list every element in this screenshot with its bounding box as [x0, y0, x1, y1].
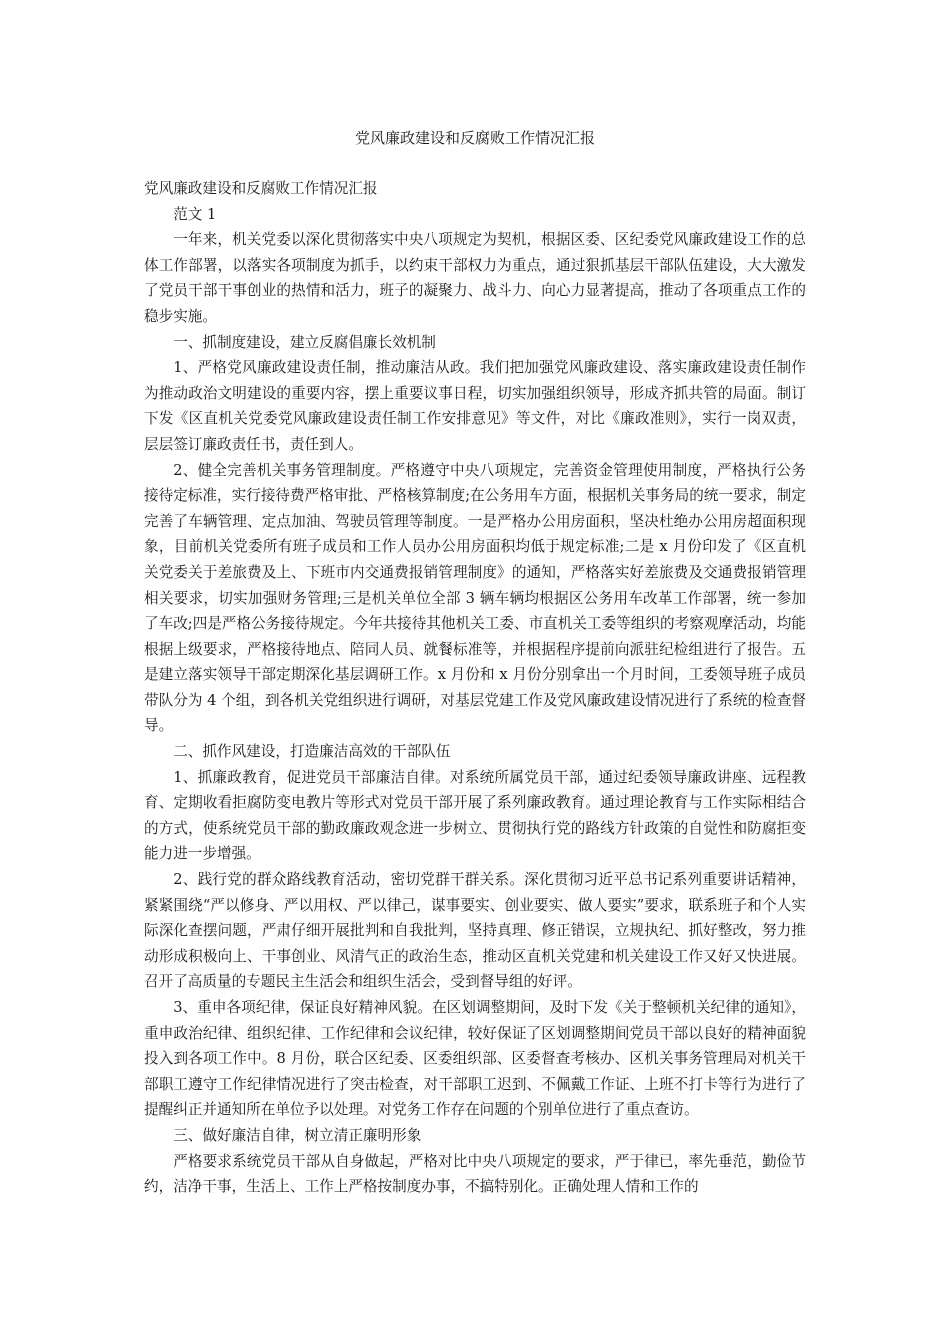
document-body	[144, 176, 806, 1200]
section-heading-3: 三、做好廉洁自律，树立清正廉明形象	[173, 1126, 422, 1144]
paragraph-2-2: 2、践行党的群众路线教育活动，密切党群干群关系。深化贯彻习近平总书记系列重要讲话精神，紧紧围绕“严以修身、严以用权、严以律己，谋事要实、创业要实、做人要实”要求，联系班子和个人实际深化查摆问题，严肃仔细开展批判和自我批判，坚持真理、修正错误，立规执纪、抓好整改，努力推动形成积极向上、干事创业、风清气正的政治生态，推动区直机关党建和机关建设工作又好又快进展。召开了高质量的专题民主生活会和组织生活会，受到督导组的好评。	[144, 871, 806, 991]
paragraph-1-1: 1、严格党风廉政建设责任制，推动廉洁从政。我们把加强党风廉政建设、落实廉政建设责任制作为推动政治文明建设的重要内容，摆上重要议事日程，切实加强组织领导，形成齐抓共管的局面。制订下发《区直机关党委党风廉政建设责任制工作安排意见》等文件，对比《廉政准则》，实行一岗双责，层层签订廉政责任书，责任到人。	[144, 359, 806, 453]
document-subtitle: 党风廉政建设和反腐败工作情况汇报	[144, 180, 378, 197]
paragraph-1-2: 2、健全完善机关事务管理制度。严格遵守中央八项规定，完善资金管理使用制度，严格执行公务接待定标准，实行接待费严格审批、严格核算制度;在公务用车方面，根据机关事务局的统一要求，制定完善了车辆管理、定点加油、驾驶员管理等制度。一是严格办公用房面积，坚决杜绝办公用房超面积现象，目前机关党委所有班子成员和工作人员办公用房面积均低于规定标准;二是 x 月份印发了《区直机关党委关于差旅费及上、下班市内交通费报销管理制度》的通知，严格落实好差旅费及交通费报销管理相关要求，切实加强财务管理;三是机关单位全部 3 辆车辆均根据区公务用车改革工作部署，统一参加了车改;四是严格公务接待规定。今年共接待其他机关工委、市直机关工委等组织的考察观摩活动，均能根据上级要求，严格接待地点、陪同人员、就餐标准等，并根据程序提前向派驻纪检组进行了报告。五是建立落实领导干部定期深化基层调研工作。x 月份和 x 月份分别拿出一个月时间，工委领导班子成员带队分为 4 个组，到各机关党组织进行调研，对基层党建工作及党风廉政建设情况进行了系统的检查督导。	[144, 461, 806, 735]
section-heading-1: 一、抓制度建设，建立反腐倡廉长效机制	[173, 333, 436, 351]
paragraph-3-1: 严格要求系统党员干部从自身做起，严格对比中央八项规定的要求，严于律已，率先垂范，勤俭节约，洁净干事，生活上、工作上严格按制度办事，不搞特别化。正确处理人情和工作的	[144, 1152, 806, 1196]
section-heading-2: 二、抓作风建设，打造廉洁高效的干部队伍	[173, 743, 451, 761]
sample-label: 范文 1	[173, 205, 217, 223]
paragraph-intro: 一年来，机关党委以深化贯彻落实中央八项规定为契机，根据区委、区纪委党风廉政建设工作的总体工作部署，以落实各项制度为抓手，以约束干部权力为重点，通过狠抓基层干部队伍建设，大大激发了党员干部干事创业的热情和活力，班子的凝聚力、战斗力、向心力显著提高，推动了各项重点工作的稳步实施。	[144, 231, 806, 325]
paragraph-2-3: 3、重申各项纪律，保证良好精神风貌。在区划调整期间，及时下发《关于整顿机关纪律的通知》，重申政治纪律、组织纪律、工作纪律和会议纪律，较好保证了区划调整期间党员干部以良好的精神面貌投入到各项工作中。8 月份，联合区纪委、区委组织部、区委督查考核办、区机关事务管理局对机关干部职工遵守工作纪律情况进行了突击检查，对干部职工迟到、不佩戴工作证、上班不打卡等行为进行了提醒纠正并通知所在单位予以处理。对党务工作存在问题的个别单位进行了重点查访。	[144, 999, 806, 1119]
document-title: 党风廉政建设和反腐败工作情况汇报	[354, 129, 595, 147]
paragraph-2-1: 1、抓廉政教育，促进党员干部廉洁自律。对系统所属党员干部，通过纪委领导廉政讲座、远程教育、定期收看拒腐防变电教片等形式对党员干部开展了系列廉政教育。通过理论教育与工作实际相结合的方式，使系统党员干部的勤政廉政观念进一步树立、贯彻执行党的路线方针政策的自觉性和防腐拒变能力进一步增强。	[144, 768, 806, 863]
